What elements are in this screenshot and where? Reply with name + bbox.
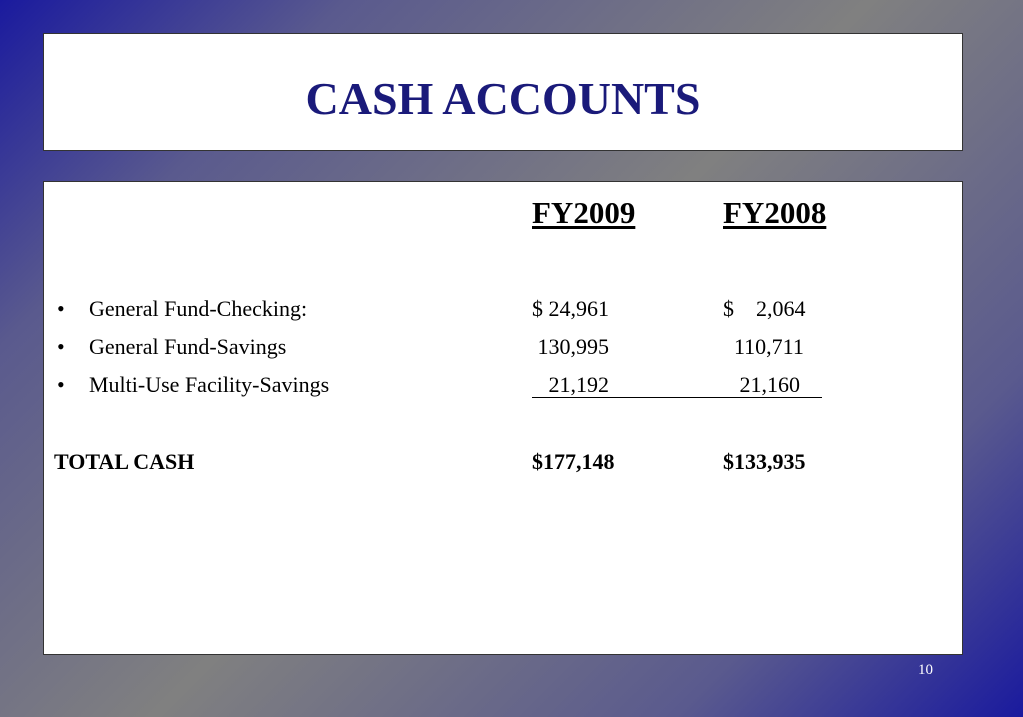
bullet-icon: • (57, 372, 65, 397)
row-label: Multi-Use Facility-Savings (89, 372, 330, 397)
page-number: 10 (918, 662, 933, 678)
table-row (44, 371, 962, 399)
subtotal-rule (532, 397, 822, 398)
title-panel (43, 33, 963, 151)
fy2008-value: $ 2,064 (723, 296, 806, 321)
row-label: General Fund-Savings (89, 334, 287, 359)
table-row (44, 295, 962, 323)
total-fy2008-value: $133,935 (723, 449, 806, 474)
page-title: CASH ACCOUNTS (305, 73, 701, 124)
bullet-icon: • (57, 296, 65, 321)
row-label: General Fund-Checking: (89, 296, 308, 321)
total-row (44, 448, 962, 476)
total-label: TOTAL CASH (54, 449, 195, 474)
content-panel (43, 181, 963, 655)
column-header-fy2009: FY2009 (532, 195, 636, 230)
fy2009-value: 130,995 (532, 334, 609, 359)
column-header-fy2008: FY2008 (723, 195, 827, 230)
total-fy2009-value: $177,148 (532, 449, 615, 474)
fy2008-value: 21,160 (723, 372, 800, 397)
fy2009-value: 21,192 (532, 372, 609, 397)
table-row (44, 333, 962, 361)
fy2009-value: $ 24,961 (532, 296, 609, 321)
bullet-icon: • (57, 334, 65, 359)
fy2008-value: 110,711 (723, 334, 804, 359)
